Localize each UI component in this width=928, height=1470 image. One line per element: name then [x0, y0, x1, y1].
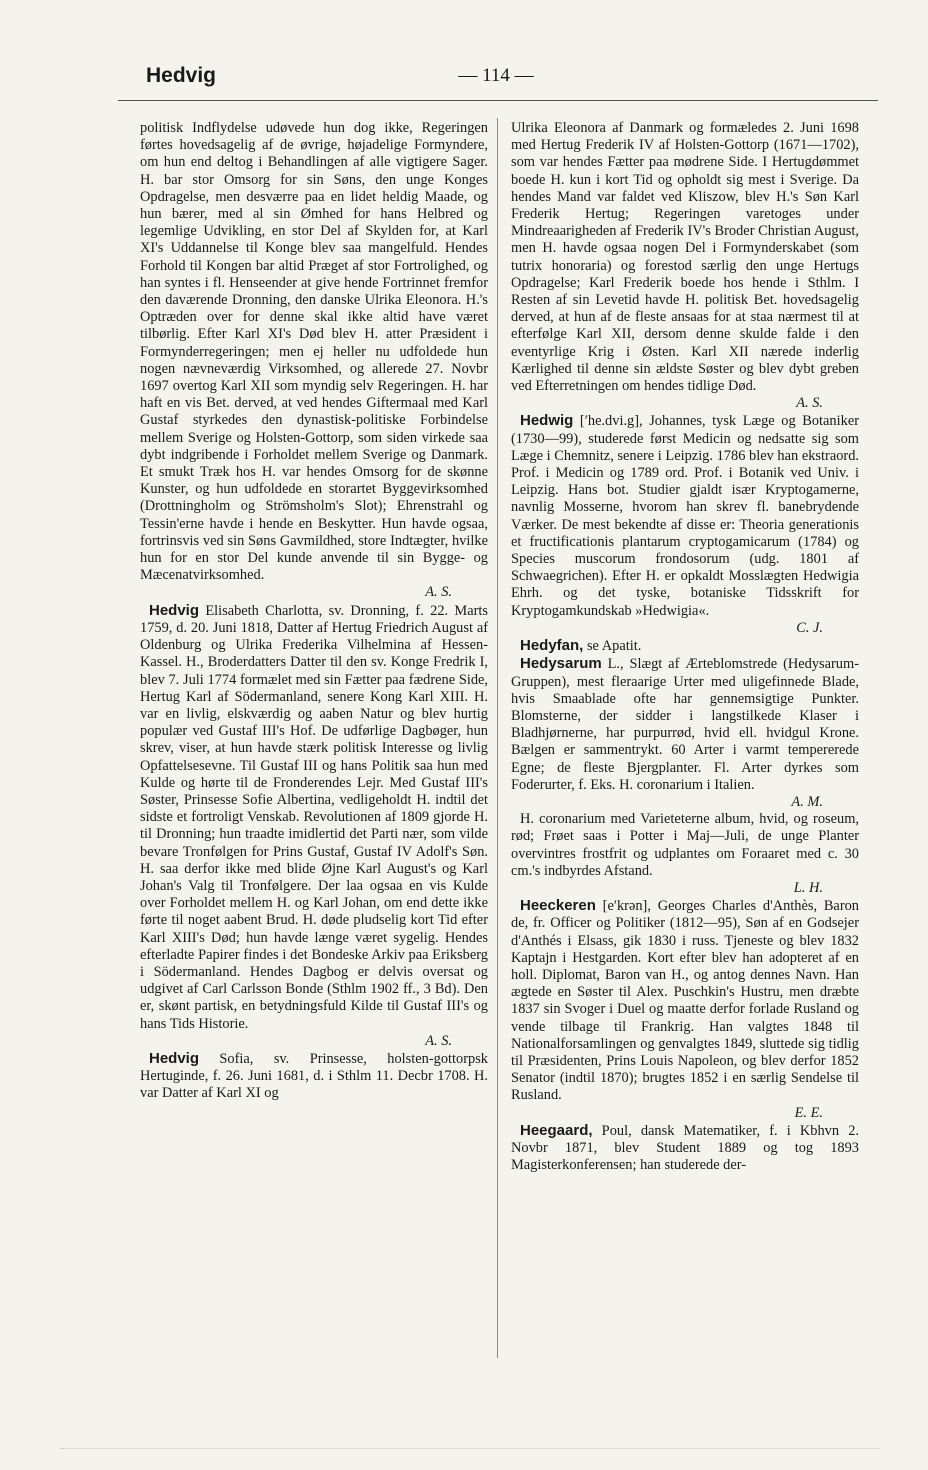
entry-headword: Hedyfan, — [520, 637, 584, 655]
entry-text: Poul, dansk Matematiker, f. i Kbhvn 2. Novbr 1871, blev Student 1889 og tog 1893 Magisterkonferensen; han studerede der- — [511, 1122, 859, 1174]
entry-hedyfan — [511, 637, 859, 655]
running-headword: Hedvig — [146, 64, 217, 87]
column-divider — [497, 118, 498, 1358]
left-column — [140, 120, 488, 1103]
author-signature: C. J. — [796, 619, 823, 636]
entry-headword: Hedwig — [520, 412, 574, 430]
entry-hedysarum-coronarium — [511, 811, 859, 897]
entry-continuation — [511, 120, 859, 412]
entry-text: politisk Indflydelse udøvede hun dog ikke, Regeringen førtes hovedsagelig af de øvrige, højadelige Formyndere, om hun end deltog i Behandlingen af alle vigtigere Sager. H. bar stor Omsorg for sin Søns, den unge Konges Opdragelse, men desværre paa en lidet heldig Maade, og hun bærer, med al sin Ømhed for hans Helbred og legemlige Udvikling, en stor Del af Skylden for, at Karl XI's Uddannelse til Konge blev saa mangelfuld. Hendes Forhold til Kongen bar altid Præget af stor Fortrolighed, og han syntes i fl. Henseender at give hende Fortrinnet fremfor den daværende Dronning, den danske Ulrika Eleonora. H.'s Optræden over for denne skal ikke altid have været tilbørlig. Efter Karl XI's Død blev H. atter Præsident i Formynderregeringen; men ej heller nu udfoldede hun nogen nævneværdig Virksomhed, og allerede 27. Novbr 1697 overtog Karl XII som myndig selv Regeringen. H. har haft en vis Bet. derved, at ved hendes Giftermaal med Karl Gustaf styrkedes den dynastisk-politiske Forbindelse mellem Sverige og Holsten-Gottorp, som siden virkede saa dybt indgribende i Forholdet mellem Sverige og Danmark. Et smukt Træk hos H. var hendes Omsorg for de skønne Kunster, og hun udfoldede en storartet Byggevirksomhed (Drottningholm og Strömsholm's Slot); Ehrenstrahl og Tessin'erne havde i hende en Beskytter. Hun havde ogsaa, fortrinsvis ved sin Søns Gavmildhed, store Indtægter, hvilke hun for en stor Del kunde anvende til sin Bygge- og Mæcenatvirksomhed. — [140, 120, 488, 584]
entry-text: H. coronarium med Varieteterne album, hvid, og roseum, rød; Frøet saas i Potter i Maj—Juli, de unge Planter overvintres frostfrit og udplantes om Foraaret med c. 30 cm.'s indbyrdes Afstand. — [511, 811, 859, 879]
right-column — [511, 120, 859, 1174]
header-rule — [118, 100, 878, 101]
entry-headword: Hedvig — [149, 1049, 200, 1067]
running-head — [146, 64, 866, 94]
entry-text: se Apatit. — [583, 638, 642, 655]
entry-text: Sofia, sv. Prinsesse, holsten-gottorpsk Hertuginde, f. 26. Juni 1681, d. i Sthlm 11. Decbr 1708. H. var Datter af Karl XI og — [140, 1050, 488, 1102]
author-signature: A. S. — [425, 1032, 452, 1049]
entry-heeckeren — [511, 897, 859, 1122]
scan-edge-marks — [60, 1448, 880, 1451]
entry-headword: Hedvig — [149, 601, 200, 619]
entry-hedvig-sofia — [140, 1050, 488, 1103]
author-signature: A. S. — [796, 395, 823, 412]
entry-text: L., Slægt af Ærteblomstrede (Hedysarum-Gruppen), mest fleraarige Urter med uligefinnede Blade, hvis Smaablade ofte har gennemsigtige Punkter. Blomsterne, der sidder i langstilkede Klaser i Bladhjørnerne, har purpurrød, hvid ell. hvidgul Krone. Bælgen er sammentrykt. 60 Arter i varmt tempererede Egne; de fleste Bjergplanter. Fl. Arter dyrkes som Foderurter, f. Eks. H. coronarium i Italien. — [511, 656, 859, 793]
entry-headword: Heeckeren — [520, 897, 596, 915]
entry-headword: Heegaard, — [520, 1121, 593, 1139]
entry-text: [eʹkrən], Georges Charles d'Anthès, Baron de, fr. Officer og Politiker (1812—95), Søn af en Godsejer d'Anthés i Elsass, gik 1830 i russ. Tjeneste og blev 1832 Kaptajn i Hestgarden. Kort efter blev han adopteret af en holl. Diplomat, Baron van H., og antog dennes Navn. Han ægtede en Søster til Alex. Puschkin's Hustru, men dræbte 1837 sin Svoger i Duel og maatte derfor forlade Rusland og vende tilbage til Frankrig. Han valgtes 1848 til Nationalforsamlingen og genvalgtes 1849, sluttede sig tidlig til Præsidenten, Prins Louis Napoleon, og blev derfor 1852 Senator (indtil 1870); brugtes 1852 i en særlig Sendelse til Rusland. — [511, 898, 859, 1104]
entry-text: [ʹhe.dvi.g], Johannes, tysk Læge og Botaniker (1730—99), studerede først Medicin og nedsatte sig som Læge i Chemnitz, senere i Leipzig. 1786 blev han ekstraord. Prof. i Medicin og 1789 ord. Prof. i Botanik ved Univ. i Leipzig. Hans bot. Studier gjaldt især Kryptogamerne, navnlig Mosserne, hvorom han skrev fl. banebrydende Værker. De mest bekendte af disse er: Theoria generationis et fructificationis plantarum cryptogamicarum (1784) og Species muscorum frondosorum (udg. 1801 af Schwaegrichen). Efter H. er opkaldt Mosslægten Hedwigia Ehrh. og det tyske, botaniske Tidsskrift for Kryptogamkundskab »Hedwigia«. — [511, 413, 859, 619]
entry-hedvig-elisabeth-charlotta — [140, 602, 488, 1050]
author-signature: E. E. — [794, 1104, 823, 1121]
author-signature: L. H. — [793, 879, 823, 896]
author-signature: A. S. — [425, 584, 452, 601]
entry-text: Ulrika Eleonora af Danmark og formæledes 2. Juni 1698 med Hertug Frederik IV af Holsten-Gottorp (1671—1702), som var hendes Fætter paa mødrene Side. I Hertugdømmet boede H. kun i kort Tid og opholdt sig mest i Sverige. Da hendes Mand var faldet ved Kliszow, blev H.'s Søn Karl Frederik Hertug; Regeringen varetoges under Mindreaarigheden af Frederik IV's Broder Christian August, men H. havde ogsaa nogen Del i Formynderskabet (som tutrix honoraria) og forestod særlig den unge Hertugs Opdragelse; Karl Frederik boede hos hende i Sthlm. I Resten af sin Levetid havde H. politisk Bet. hovedsagelig derved, at hun af de fleste ansaas for at staa nærmest til at efterfølge Karl XII, dersom denne skulde falde i den eventyrlige Krig i Østen. Karl XII nærede inderlig Kærlighed til denne sin ældste Søster og blev dybt greben ved Efterretningen om hendes tidlige Død. — [511, 120, 859, 395]
entry-hedwig-johannes — [511, 412, 859, 637]
page-number: — 114 — — [458, 65, 534, 86]
entry-text: Elisabeth Charlotta, sv. Dronning, f. 22. Marts 1759, d. 20. Juni 1818, Datter af Hertug Friedrich August af Oldenburg og Ulrika Frederika Vilhelmina af Hessen-Kassel. H., Broderdatters Datter til den sv. Konge Fredrik I, blev 7. Juli 1774 formælet med sin Fætter paa fædrene Side, Hertug Karl af Södermanland, senere Kong Karl XIII. H. var en livlig, elskværdig og aaben Natur og blev hurtig populær ved Gustaf III's Hof. De udførlige Dagbøger, hun skrev, viser, at hun havde stærk politisk Interesse og livlig Opfattelsesevne. Til Gustaf III og hans Politik saa hun med Kulde og hørte til de Fronderendes Lejr. Med Gustaf III's Søster, Prinsesse Sofie Albertina, vedligeholdt H. indtil det sidste et fortroligt Venskab. Revolutionen af 1809 gjorde H. til Dronning; hun traadte imidlertid det Parti nær, som vilde bevare Tronfølgen for Prins Gustaf, Gustaf IV Adolf's Søn. H. saa derfor ikke med blide Øjne Karl August's og Karl Johan's Valg til Tronfølgere. Der laa ogsaa en vis Kulde over Forholdet mellem H. og Karl Johan, om end dette ikke førte til noget aabent Brud. H. døde pludselig kort Tid efter Karl XIII's Død; hun havde længe været sygelig. Hendes efterladte Papirer findes i det Bondeske Arkiv paa Eriksberg i Södermanland. Hendes Dagbog er delvis oversat og udgivet af Carl Carlsson Bonde (Sthlm 1902 ff., 3 Bd). Den er, skønt partisk, en betydningsfuld Kilde til Gustaf III's og hans Tids Historie. — [140, 602, 488, 1032]
entry-hedysarum — [511, 655, 859, 811]
entry-heegaard — [511, 1122, 859, 1175]
entry-continuation — [140, 120, 488, 602]
entry-headword: Hedysarum — [520, 655, 602, 673]
author-signature: A. M. — [791, 793, 823, 810]
